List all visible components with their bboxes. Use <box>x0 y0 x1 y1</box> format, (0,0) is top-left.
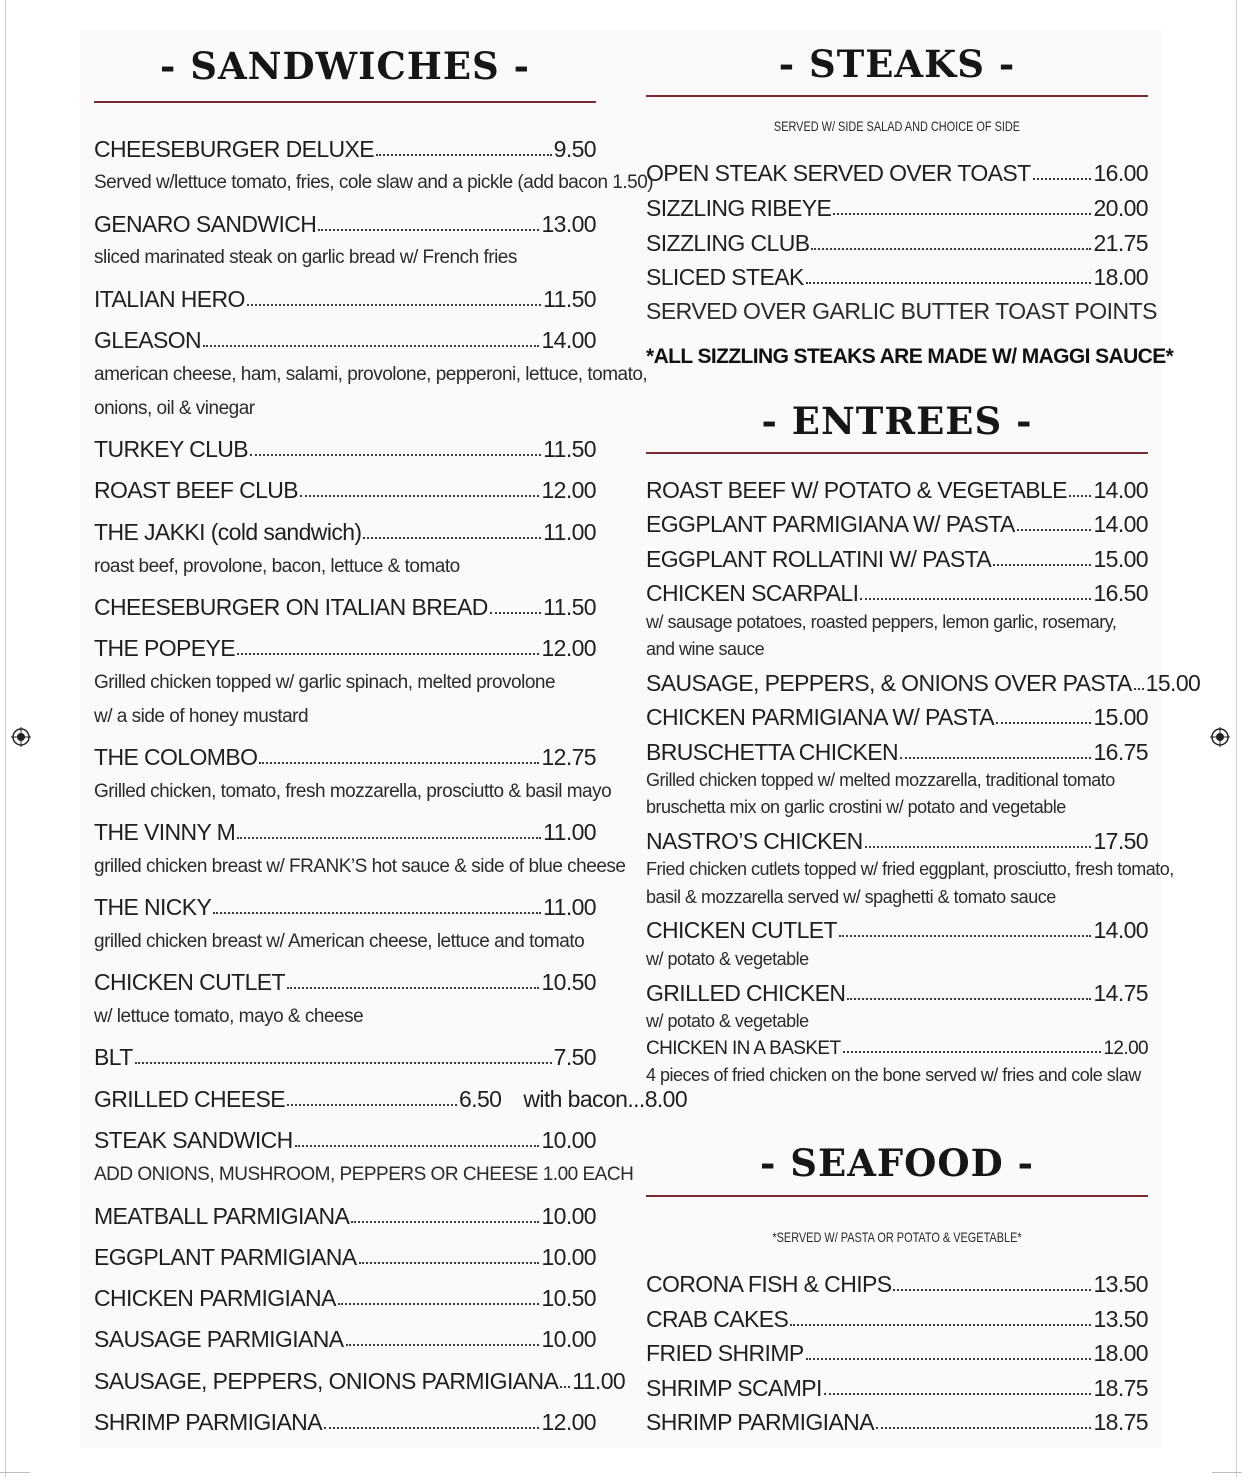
menu-item-name: SHRIMP PARMIGIANA <box>646 1409 874 1435</box>
dot-leader <box>295 1143 540 1147</box>
menu-item-name: STEAK SANDWICH <box>94 1127 293 1153</box>
dot-leader <box>346 1342 540 1346</box>
menu-item <box>646 1306 1148 1333</box>
menu-item-price: 16.75 <box>1093 739 1148 765</box>
menu-item <box>94 1127 596 1154</box>
menu-item-description: bruschetta mix on garlic crostini w/ potato and vegetable <box>646 797 1066 817</box>
steaks-title: - STEAKS - <box>778 42 1016 86</box>
dot-leader <box>351 1219 539 1223</box>
seafood-title: - SEAFOOD - <box>760 1141 1034 1185</box>
dot-leader <box>847 996 1091 1000</box>
dot-leader <box>806 280 1092 284</box>
menu-item <box>94 1203 596 1230</box>
dot-leader <box>893 1287 1091 1291</box>
menu-item-description: roast beef, provolone, bacon, lettuce & tomato <box>94 556 460 577</box>
menu-item-price: 13.00 <box>541 211 596 237</box>
menu-item-price: 13.50 <box>1093 1271 1148 1297</box>
dot-leader <box>300 493 539 497</box>
menu-item-price: 10.00 <box>541 1244 596 1270</box>
dot-leader <box>824 1391 1092 1395</box>
menu-item-name: SAUSAGE PARMIGIANA <box>94 1326 344 1352</box>
menu-item-name: CHICKEN PARMIGIANA <box>94 1285 336 1311</box>
menu-item <box>646 546 1148 573</box>
menu-item-price: 15.00 <box>1093 704 1148 730</box>
dot-leader <box>996 720 1091 724</box>
dot-leader <box>1069 493 1092 497</box>
menu-item-price: 17.50 <box>1093 828 1148 854</box>
menu-item-price: 11.00 <box>543 894 596 920</box>
steaks-after-note: SERVED OVER GARLIC BUTTER TOAST POINTS <box>646 298 1157 324</box>
menu-item-price: 14.00 <box>541 327 596 353</box>
menu-item <box>94 1244 596 1271</box>
dot-leader <box>135 1060 552 1064</box>
dot-leader <box>363 535 541 539</box>
menu-item <box>94 477 596 504</box>
corner-tick-right <box>1212 1472 1242 1473</box>
menu-item <box>646 1271 1148 1298</box>
menu-item-price: 10.50 <box>541 969 596 995</box>
menu-item <box>94 894 596 921</box>
menu-item-price: 16.50 <box>1093 580 1148 606</box>
menu-item-name: GLEASON <box>94 327 202 353</box>
menu-item-name: CHICKEN PARMIGIANA W/ PASTA <box>646 704 995 730</box>
menu-item-price: 11.50 <box>543 436 596 462</box>
menu-item-price: 18.75 <box>1093 1409 1148 1435</box>
menu-item-description: ADD ONIONS, MUSHROOM, PEPPERS OR CHEESE 1.00 EACH <box>94 1164 634 1185</box>
menu-item-price: 16.00 <box>1093 160 1148 186</box>
menu-item-name: CRAB CAKES <box>646 1306 789 1332</box>
menu-item <box>94 969 596 996</box>
menu-item-description: w/ lettuce tomato, mayo & cheese <box>94 1006 364 1027</box>
menu-item-name: CHICKEN SCARPALI <box>646 580 859 606</box>
dot-leader <box>839 933 1091 937</box>
menu-item-name: SHRIMP SCAMPI <box>646 1375 822 1401</box>
menu-item-name: THE COLOMBO <box>94 744 258 770</box>
menu-item-name: GENARO SANDWICH <box>94 211 317 237</box>
dot-leader <box>359 1260 540 1264</box>
steaks-rule <box>646 95 1148 97</box>
menu-item-name: SIZZLING CLUB <box>646 230 810 256</box>
dot-leader <box>811 246 1091 250</box>
dot-leader <box>203 343 539 347</box>
menu-item-price: 18.00 <box>1093 264 1148 290</box>
dot-leader <box>900 755 1091 759</box>
dot-leader <box>247 302 541 306</box>
dot-leader <box>1017 527 1092 531</box>
menu-item-name: THE NICKY <box>94 894 212 920</box>
menu-item-description: Grilled chicken topped w/ melted mozzarella, traditional tomato <box>646 770 1115 790</box>
dot-leader <box>318 227 539 231</box>
menu-item <box>94 1285 596 1312</box>
dot-leader <box>237 651 539 655</box>
menu-item-name: THE JAKKI (cold sandwich) <box>94 519 362 545</box>
dot-leader <box>993 562 1091 566</box>
menu-item-description: Served w/lettuce tomato, fries, cole slaw and a pickle (add bacon 1.50) <box>94 172 654 193</box>
right-edge-line <box>1236 0 1237 1477</box>
menu-item <box>646 1375 1148 1402</box>
menu-item-name: SAUSAGE, PEPPERS, & ONIONS OVER PASTA <box>646 670 1132 696</box>
menu-item-name: SLICED STEAK <box>646 264 804 290</box>
menu-item-name: THE POPEYE <box>94 635 235 661</box>
menu-item-price: 21.75 <box>1093 230 1148 256</box>
left-edge-line <box>5 0 6 1477</box>
menu-item <box>94 286 596 313</box>
menu-item <box>646 980 1148 1007</box>
registration-mark-icon <box>11 727 31 747</box>
menu-item-name: CHEESEBURGER ON ITALIAN BREAD <box>94 594 488 620</box>
menu-item-name: FRIED SHRIMP <box>646 1340 804 1366</box>
menu-item-price: 12.00 <box>541 477 596 503</box>
menu-item-name: CHICKEN IN A BASKET <box>646 1038 841 1059</box>
menu-item-name: ROAST BEEF CLUB <box>94 477 299 503</box>
sandwiches-title: - SANDWICHES - <box>160 44 530 88</box>
menu-item-price: 15.00 <box>1145 670 1201 696</box>
dot-leader <box>250 452 541 456</box>
seafood-subtitle: *SERVED W/ PASTA OR POTATO & VEGETABLE* <box>772 1229 1022 1245</box>
dot-leader <box>843 1049 1102 1053</box>
menu-item-name: CHICKEN CUTLET <box>646 917 837 943</box>
menu-item <box>646 739 1148 766</box>
menu-item-description: american cheese, ham, salami, provolone, pepperoni, lettuce, tomato, <box>94 364 648 385</box>
dot-leader <box>259 760 539 764</box>
menu-item-price: 11.50 <box>543 286 596 312</box>
dot-leader <box>324 1425 540 1429</box>
menu-item-description: w/ potato & vegetable <box>646 949 809 969</box>
menu-item <box>94 744 596 771</box>
menu-item <box>646 670 1201 697</box>
menu-item-price: 12.00 <box>541 635 596 661</box>
menu-item-description: w/ potato & vegetable <box>646 1011 809 1031</box>
dot-leader <box>876 1425 1092 1429</box>
menu-item-price: 14.75 <box>1093 980 1148 1006</box>
menu-item-price: 14.00 <box>1093 511 1148 537</box>
menu-item <box>646 264 1148 291</box>
menu-item <box>646 511 1148 538</box>
menu-item <box>94 1326 596 1353</box>
menu-item <box>94 1368 626 1395</box>
menu-item-description: w/ sausage potatoes, roasted peppers, lemon garlic, rosemary, <box>646 612 1117 632</box>
menu-item-price: 9.50 <box>553 136 596 162</box>
menu-item <box>646 580 1148 607</box>
dot-leader <box>237 835 541 839</box>
menu-item-name: SIZZLING RIBEYE <box>646 195 832 221</box>
menu-item-price: 10.00 <box>541 1127 596 1153</box>
steaks-maggi-note: *ALL SIZZLING STEAKS ARE MADE W/ MAGGI SAUCE* <box>646 345 1174 368</box>
dot-leader <box>338 1301 540 1305</box>
dot-leader <box>806 1356 1092 1360</box>
menu-item-description: 4 pieces of fried chicken on the bone served w/ fries and cole slaw <box>646 1065 1141 1085</box>
menu-item <box>646 160 1148 187</box>
menu-item-description: Fried chicken cutlets topped w/ fried eggplant, prosciutto, fresh tomato, <box>646 859 1174 879</box>
menu-item-name: BLT <box>94 1044 133 1070</box>
menu-item-name: ROAST BEEF W/ POTATO & VEGETABLE <box>646 477 1067 503</box>
menu-item-name: CHICKEN CUTLET <box>94 969 285 995</box>
steaks-subtitle: SERVED W/ SIDE SALAD AND CHOICE OF SIDE <box>773 118 1021 134</box>
dot-leader <box>376 152 552 156</box>
menu-item-description: grilled chicken breast w/ American cheese, lettuce and tomato <box>94 931 585 952</box>
menu-item-description: basil & mozzarella served w/ spaghetti & tomato sauce <box>646 887 1056 907</box>
dot-leader <box>287 985 539 989</box>
menu-item <box>94 436 596 463</box>
menu-item <box>646 1340 1148 1367</box>
menu-item-price: 6.50 <box>459 1086 502 1112</box>
menu-item-price: 12.75 <box>541 744 596 770</box>
menu-item-price: 10.00 <box>541 1326 596 1352</box>
menu-item-price: 12.00 <box>1103 1038 1148 1059</box>
menu-item-price: 10.50 <box>541 1285 596 1311</box>
dot-leader <box>833 211 1091 215</box>
menu-item <box>94 1086 688 1113</box>
menu-item-name: SHRIMP PARMIGIANA <box>94 1409 322 1435</box>
menu-item-name: GRILLED CHEESE <box>94 1086 285 1112</box>
menu-item-name: BRUSCHETTA CHICKEN <box>646 739 899 765</box>
menu-item-description: Grilled chicken, tomato, fresh mozzarella, prosciutto & basil mayo <box>94 781 612 802</box>
menu-item-price: 18.75 <box>1093 1375 1148 1401</box>
menu-item-price: 7.50 <box>553 1044 596 1070</box>
menu-item-price: 13.50 <box>1093 1306 1148 1332</box>
menu-item-price: 20.00 <box>1093 195 1148 221</box>
menu-item-price: 14.00 <box>1093 917 1148 943</box>
menu-item <box>94 1044 596 1071</box>
dot-leader <box>865 844 1092 848</box>
menu-item-description: and wine sauce <box>646 639 765 659</box>
menu-item-name: THE VINNY M <box>94 819 236 845</box>
menu-item-price: 10.00 <box>541 1203 596 1229</box>
menu-item <box>646 917 1148 944</box>
menu-item-price: 11.00 <box>572 1368 626 1394</box>
menu-item <box>646 1038 1148 1060</box>
menu-item <box>94 136 596 163</box>
dot-leader <box>213 910 541 914</box>
menu-item-name: CHEESEBURGER DELUXE <box>94 136 375 162</box>
menu-item <box>646 230 1148 257</box>
menu-item-name: SAUSAGE, PEPPERS, ONIONS PARMIGIANA <box>94 1368 559 1394</box>
menu-item <box>94 519 596 546</box>
menu-item <box>646 828 1148 855</box>
menu-item-price: 11.00 <box>543 819 596 845</box>
menu-item-description: sliced marinated steak on garlic bread w/ French fries <box>94 247 517 268</box>
dot-leader <box>790 1322 1091 1326</box>
menu-item <box>94 594 596 621</box>
menu-item <box>646 477 1148 504</box>
seafood-rule <box>646 1195 1148 1197</box>
menu-item-price: 14.00 <box>1093 477 1148 503</box>
menu-item <box>646 195 1148 222</box>
menu-item-name: GRILLED CHICKEN <box>646 980 846 1006</box>
menu-item-name: EGGPLANT PARMIGIANA W/ PASTA <box>646 511 1015 537</box>
entrees-rule <box>646 452 1148 454</box>
menu-item <box>646 704 1148 731</box>
menu-item <box>94 327 596 354</box>
sandwiches-rule <box>94 101 596 103</box>
menu-item <box>94 635 596 662</box>
menu-item-description: w/ a side of honey mustard <box>94 706 309 727</box>
menu-item <box>94 211 596 238</box>
menu-item-name: EGGPLANT ROLLATINI W/ PASTA <box>646 546 992 572</box>
menu-item-name: EGGPLANT PARMIGIANA <box>94 1244 357 1270</box>
menu-item-price: 12.00 <box>541 1409 596 1435</box>
menu-item-price: 11.00 <box>543 519 596 545</box>
menu-item-name: CORONA FISH & CHIPS <box>646 1271 892 1297</box>
menu-item-name: TURKEY CLUB <box>94 436 249 462</box>
dot-leader <box>1033 176 1092 180</box>
dot-leader <box>490 610 541 614</box>
menu-item-description: Grilled chicken topped w/ garlic spinach, melted provolone <box>94 672 556 693</box>
registration-mark-icon <box>1210 727 1230 747</box>
menu-item-price: 15.00 <box>1093 546 1148 572</box>
dot-leader <box>1134 686 1144 690</box>
menu-item <box>94 1409 596 1436</box>
menu-item-description: grilled chicken breast w/ FRANK’S hot sauce & side of blue cheese <box>94 856 626 877</box>
menu-item-name: NASTRO’S CHICKEN <box>646 828 863 854</box>
menu-item-name: OPEN STEAK SERVED OVER TOAST <box>646 160 1031 186</box>
entrees-title: - ENTREES - <box>761 399 1033 443</box>
menu-item <box>646 1409 1148 1436</box>
menu-item-name: ITALIAN HERO <box>94 286 245 312</box>
menu-item-price: 11.50 <box>543 594 596 620</box>
menu-item-description: onions, oil & vinegar <box>94 398 255 419</box>
corner-tick-left <box>0 1472 30 1473</box>
menu-item-extra-price: with bacon...8.00 <box>523 1086 688 1112</box>
dot-leader <box>287 1102 457 1106</box>
dot-leader <box>560 1384 570 1388</box>
menu-item-price: 18.00 <box>1093 1340 1148 1366</box>
menu-item-name: MEATBALL PARMIGIANA <box>94 1203 350 1229</box>
menu-item <box>94 819 596 846</box>
dot-leader <box>860 596 1091 600</box>
